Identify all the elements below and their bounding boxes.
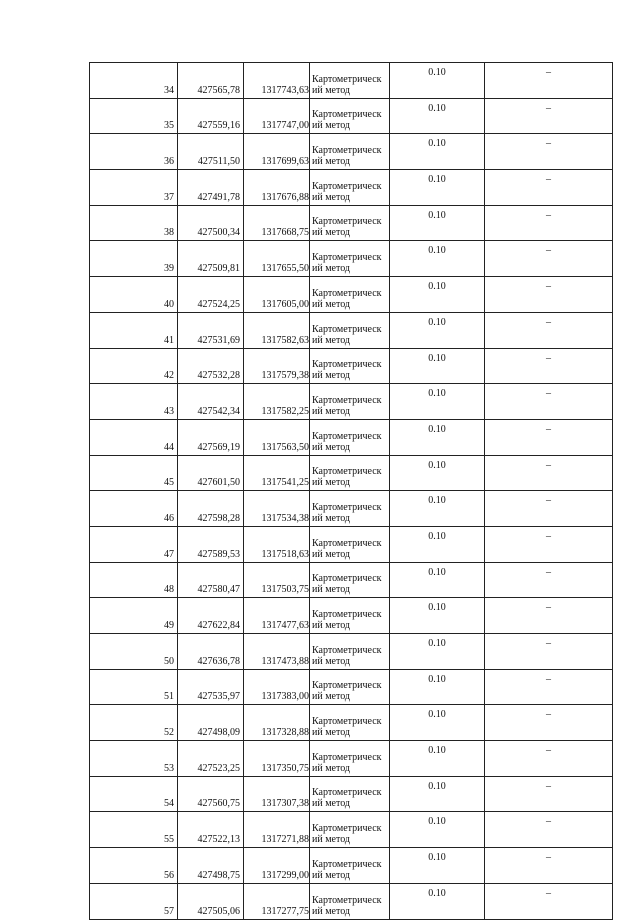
method-cell: [310, 384, 390, 420]
coordinate-y: 1317518,63: [244, 526, 310, 562]
note-value: –: [485, 348, 613, 384]
coordinate-x: 427560,75: [178, 776, 244, 812]
table-row: [90, 669, 613, 705]
method-cell: [310, 170, 390, 206]
coordinate-x: 427498,09: [178, 705, 244, 741]
method-line-2: ий метод: [312, 370, 351, 382]
table-row: [90, 634, 613, 670]
method-cell: [310, 455, 390, 491]
coordinate-x: 427535,97: [178, 669, 244, 705]
note-value: –: [485, 134, 613, 170]
method-line-1: Картометрическ: [312, 466, 382, 478]
table-row: [90, 812, 613, 848]
method-line-2: ий метод: [312, 620, 351, 631]
table-row: [90, 848, 613, 884]
method-cell: [310, 241, 390, 277]
point-number: 52: [90, 705, 178, 741]
coordinate-y: 1317563,50: [244, 419, 310, 455]
accuracy-value: 0.10: [390, 883, 485, 919]
coordinate-x: 427559,16: [178, 98, 244, 134]
point-number: 48: [90, 562, 178, 598]
coordinate-y: 1317277,75: [244, 883, 310, 919]
coordinate-x: 427522,13: [178, 812, 244, 848]
coordinate-y: 1317307,38: [244, 776, 310, 812]
method-cell: [310, 491, 390, 527]
method-line-2: ий метод: [312, 691, 351, 703]
coordinate-y: 1317655,50: [244, 241, 310, 277]
coordinate-y: 1317541,25: [244, 455, 310, 491]
coordinates-table: [89, 62, 613, 920]
accuracy-value: 0.10: [390, 562, 485, 598]
note-value: –: [485, 98, 613, 134]
accuracy-value: 0.10: [390, 669, 485, 705]
method-cell: [310, 419, 390, 455]
method-line-2: ий метод: [312, 405, 351, 417]
method-line-1: Картометрическ: [312, 751, 382, 763]
note-value: –: [485, 776, 613, 812]
method-line-1: Картометрическ: [312, 894, 382, 906]
method-line-2: ий метод: [312, 905, 351, 917]
note-value: –: [485, 63, 613, 99]
method-line-2: ий метод: [312, 84, 351, 96]
note-value: –: [485, 491, 613, 527]
table-row: [90, 526, 613, 562]
accuracy-value: 0.10: [390, 277, 485, 313]
note-value: –: [485, 241, 613, 277]
method-line-1: Картометрическ: [312, 430, 382, 442]
method-line-1: Картометрическ: [312, 644, 382, 656]
table-row: [90, 776, 613, 812]
method-cell: [310, 776, 390, 812]
point-number: 53: [90, 741, 178, 777]
coordinate-y: 1317743,63: [244, 63, 310, 99]
method-line-1: Картометрическ: [312, 73, 382, 85]
coordinate-y: 1317473,88: [244, 634, 310, 670]
method-line-2: ий метод: [312, 191, 351, 203]
table-row: [90, 277, 613, 313]
note-value: –: [485, 205, 613, 241]
table-row: [90, 741, 613, 777]
point-number: 37: [90, 170, 178, 206]
coordinate-y: 1317699,63: [244, 134, 310, 170]
table-row: [90, 205, 613, 241]
table-row: [90, 598, 613, 634]
method-line-1: Картометрическ: [312, 180, 382, 192]
method-cell: [310, 669, 390, 705]
method-line-1: Картометрическ: [312, 680, 382, 692]
point-number: 34: [90, 63, 178, 99]
method-line-2: ий метод: [312, 727, 351, 739]
accuracy-value: 0.10: [390, 848, 485, 884]
coordinate-x: 427589,53: [178, 526, 244, 562]
accuracy-value: 0.10: [390, 98, 485, 134]
method-line-1: Картометрическ: [312, 716, 382, 728]
method-cell: [310, 526, 390, 562]
method-line-2: ий метод: [312, 798, 351, 810]
table-row: [90, 419, 613, 455]
note-value: –: [485, 669, 613, 705]
coordinate-y: 1317747,00: [244, 98, 310, 134]
coordinate-x: 427542,34: [178, 384, 244, 420]
coordinate-y: 1317605,00: [244, 277, 310, 313]
coordinate-y: 1317668,75: [244, 205, 310, 241]
point-number: 40: [90, 277, 178, 313]
coordinate-y: 1317328,88: [244, 705, 310, 741]
table-row: [90, 348, 613, 384]
point-number: 56: [90, 848, 178, 884]
note-value: –: [485, 883, 613, 919]
accuracy-value: 0.10: [390, 312, 485, 348]
coordinate-y: 1317271,88: [244, 812, 310, 848]
coordinate-x: 427491,78: [178, 170, 244, 206]
accuracy-value: 0.10: [390, 526, 485, 562]
coordinate-x: 427523,25: [178, 741, 244, 777]
accuracy-value: 0.10: [390, 205, 485, 241]
method-cell: [310, 634, 390, 670]
note-value: –: [485, 705, 613, 741]
table-row: [90, 241, 613, 277]
point-number: 57: [90, 883, 178, 919]
method-cell: [310, 741, 390, 777]
point-number: 35: [90, 98, 178, 134]
accuracy-value: 0.10: [390, 491, 485, 527]
coordinate-y: 1317582,25: [244, 384, 310, 420]
point-number: 49: [90, 598, 178, 634]
method-line-1: Картометрическ: [312, 359, 382, 371]
coordinate-x: 427511,50: [178, 134, 244, 170]
coordinate-y: 1317477,63: [244, 598, 310, 634]
coordinate-x: 427532,28: [178, 348, 244, 384]
method-cell: [310, 812, 390, 848]
table-row: [90, 455, 613, 491]
method-line-2: ий метод: [312, 655, 351, 667]
method-line-1: Картометрическ: [312, 216, 382, 228]
method-line-1: Картометрическ: [312, 252, 382, 264]
method-line-1: Картометрическ: [312, 858, 382, 870]
note-value: –: [485, 384, 613, 420]
coordinate-y: 1317350,75: [244, 741, 310, 777]
method-line-1: Картометрическ: [312, 287, 382, 299]
note-value: –: [485, 277, 613, 313]
method-line-1: Картометрическ: [312, 823, 382, 835]
method-cell: [310, 883, 390, 919]
coordinate-y: 1317299,00: [244, 848, 310, 884]
coordinate-x: 427500,34: [178, 205, 244, 241]
coordinate-x: 427531,69: [178, 312, 244, 348]
accuracy-value: 0.10: [390, 348, 485, 384]
method-cell: [310, 312, 390, 348]
point-number: 38: [90, 205, 178, 241]
accuracy-value: 0.10: [390, 812, 485, 848]
coordinate-y: 1317383,00: [244, 669, 310, 705]
coordinate-x: 427601,50: [178, 455, 244, 491]
method-cell: [310, 98, 390, 134]
method-line-1: Картометрическ: [312, 537, 382, 549]
accuracy-value: 0.10: [390, 241, 485, 277]
table-row: [90, 98, 613, 134]
method-line-2: ий метод: [312, 834, 351, 846]
method-line-2: ий метод: [312, 334, 351, 346]
method-cell: [310, 205, 390, 241]
note-value: –: [485, 812, 613, 848]
coordinate-x: 427636,78: [178, 634, 244, 670]
coordinate-x: 427498,75: [178, 848, 244, 884]
note-value: –: [485, 741, 613, 777]
point-number: 44: [90, 419, 178, 455]
accuracy-value: 0.10: [390, 705, 485, 741]
coordinate-x: 427524,25: [178, 277, 244, 313]
point-number: 51: [90, 669, 178, 705]
method-cell: [310, 134, 390, 170]
table-row: [90, 491, 613, 527]
accuracy-value: 0.10: [390, 419, 485, 455]
table-row: [90, 312, 613, 348]
coordinate-x: 427505,06: [178, 883, 244, 919]
method-line-2: ий метод: [312, 120, 351, 132]
method-cell: [310, 598, 390, 634]
method-line-1: Картометрическ: [312, 787, 382, 799]
coordinate-x: 427598,28: [178, 491, 244, 527]
note-value: –: [485, 598, 613, 634]
method-line-1: Картометрическ: [312, 323, 382, 335]
point-number: 55: [90, 812, 178, 848]
coordinate-x: 427509,81: [178, 241, 244, 277]
note-value: –: [485, 419, 613, 455]
table-row: [90, 170, 613, 206]
method-line-2: ий метод: [312, 263, 351, 275]
method-line-1: Картометрическ: [312, 573, 382, 585]
method-line-2: ий метод: [312, 762, 351, 774]
method-cell: [310, 63, 390, 99]
point-number: 50: [90, 634, 178, 670]
point-number: 39: [90, 241, 178, 277]
coordinate-y: 1317579,38: [244, 348, 310, 384]
note-value: –: [485, 170, 613, 206]
accuracy-value: 0.10: [390, 384, 485, 420]
accuracy-value: 0.10: [390, 170, 485, 206]
method-cell: [310, 348, 390, 384]
note-value: –: [485, 848, 613, 884]
method-line-2: ий метод: [312, 584, 351, 596]
accuracy-value: 0.10: [390, 598, 485, 634]
table-row: [90, 562, 613, 598]
accuracy-value: 0.10: [390, 634, 485, 670]
method-line-2: ий метод: [312, 156, 351, 168]
method-line-1: Картометрическ: [312, 609, 382, 620]
accuracy-value: 0.10: [390, 134, 485, 170]
point-number: 42: [90, 348, 178, 384]
method-line-1: Картометрическ: [312, 145, 382, 157]
method-line-2: ий метод: [312, 548, 351, 560]
accuracy-value: 0.10: [390, 63, 485, 99]
accuracy-value: 0.10: [390, 741, 485, 777]
coordinate-y: 1317534,38: [244, 491, 310, 527]
point-number: 36: [90, 134, 178, 170]
method-line-2: ий метод: [312, 298, 351, 310]
table-row: [90, 384, 613, 420]
table-row: [90, 883, 613, 919]
coordinate-y: 1317503,75: [244, 562, 310, 598]
point-number: 41: [90, 312, 178, 348]
method-cell: [310, 277, 390, 313]
table-row: [90, 134, 613, 170]
method-line-1: Картометрическ: [312, 109, 382, 121]
coordinate-y: 1317582,63: [244, 312, 310, 348]
note-value: –: [485, 562, 613, 598]
method-line-2: ий метод: [312, 512, 351, 524]
note-value: –: [485, 455, 613, 491]
method-cell: [310, 848, 390, 884]
accuracy-value: 0.10: [390, 455, 485, 491]
method-line-1: Картометрическ: [312, 501, 382, 513]
point-number: 45: [90, 455, 178, 491]
method-cell: [310, 562, 390, 598]
point-number: 54: [90, 776, 178, 812]
method-line-2: ий метод: [312, 477, 351, 489]
coordinate-y: 1317676,88: [244, 170, 310, 206]
method-line-2: ий метод: [312, 441, 351, 453]
method-line-1: Картометрическ: [312, 394, 382, 406]
coordinate-x: 427569,19: [178, 419, 244, 455]
table-body: [90, 63, 613, 920]
method-line-2: ий метод: [312, 869, 351, 881]
coordinate-x: 427565,78: [178, 63, 244, 99]
coordinate-x: 427622,84: [178, 598, 244, 634]
coordinate-x: 427580,47: [178, 562, 244, 598]
table-row: [90, 63, 613, 99]
point-number: 47: [90, 526, 178, 562]
point-number: 43: [90, 384, 178, 420]
method-cell: [310, 705, 390, 741]
note-value: –: [485, 634, 613, 670]
accuracy-value: 0.10: [390, 776, 485, 812]
note-value: –: [485, 526, 613, 562]
method-line-2: ий метод: [312, 227, 351, 239]
point-number: 46: [90, 491, 178, 527]
table-row: [90, 705, 613, 741]
note-value: –: [485, 312, 613, 348]
